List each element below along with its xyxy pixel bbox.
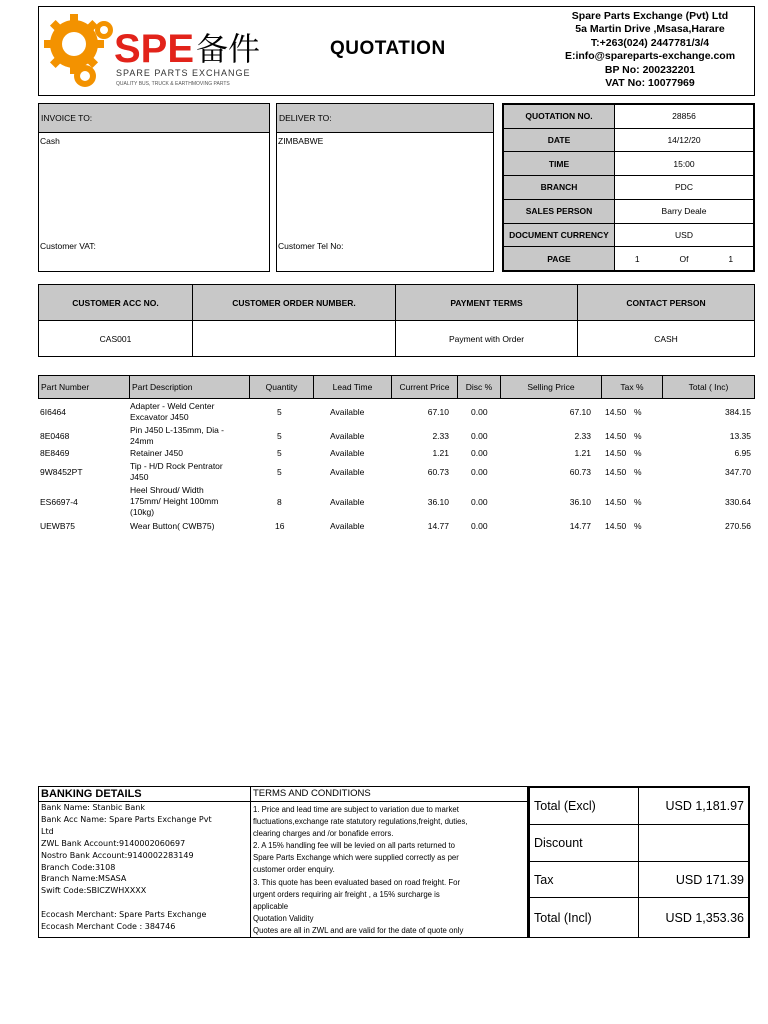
current-price: 2.33 — [432, 431, 449, 441]
lead-time: Available — [330, 521, 365, 531]
quotation-no-label: QUOTATION NO. — [504, 105, 615, 129]
col-header: CONTACT PERSON — [578, 285, 755, 321]
discount: 0.00 — [471, 431, 488, 441]
table-row — [504, 223, 754, 247]
lead-time: Available — [330, 448, 365, 458]
discount: 0.00 — [471, 467, 488, 477]
current-price: 1.21 — [432, 448, 449, 458]
tax-percent: % — [634, 467, 642, 477]
terms-line: applicable — [253, 901, 289, 911]
company-line: 5a Martin Drive ,Msasa,Harare — [575, 23, 725, 36]
tax-percent: % — [634, 448, 642, 458]
line-total: 384.15 — [725, 407, 751, 417]
banking-line: Ltd — [41, 826, 54, 836]
part-description — [130, 521, 214, 532]
terms-line: 2. A 15% handling fee will be levied on all parts returned to — [253, 841, 455, 851]
desc-line: Excavator J450 — [130, 412, 189, 422]
col-header: CUSTOMER ORDER NUMBER. — [193, 285, 396, 321]
tax-percent: % — [634, 521, 642, 531]
logo-tagline: SPARE PARTS EXCHANGE — [116, 68, 251, 78]
desc-line: Adapter - Weld Center — [130, 401, 215, 411]
currency-label: DOCUMENT CURRENCY — [504, 223, 615, 247]
col-header: Tax % — [602, 376, 663, 399]
table-row — [38, 425, 755, 449]
customer-order-value — [193, 321, 396, 357]
discount: 0.00 — [471, 407, 488, 417]
selling-price: 36.10 — [569, 497, 591, 507]
current-price: 67.10 — [427, 407, 449, 417]
time-value: 15:00 — [615, 152, 754, 176]
selling-price: 2.33 — [574, 431, 591, 441]
part-number: ES6697-4 — [40, 497, 78, 507]
col-header: Part Number — [39, 376, 130, 399]
table-row — [504, 128, 754, 152]
branch-value: PDC — [615, 176, 754, 200]
company-address — [550, 10, 750, 90]
col-header: Selling Price — [501, 376, 602, 399]
terms-line: Quotes are all in ZWL and are valid for the date of quote only — [253, 925, 464, 935]
col-header: Disc % — [458, 376, 501, 399]
table-row — [530, 898, 749, 938]
banking-line: ZWL Bank Account:9140002060697 — [41, 838, 186, 848]
desc-line: Pin J450 L-135mm, Dia - — [130, 425, 225, 435]
part-description — [130, 401, 214, 423]
table-row — [504, 199, 754, 223]
line-total: 13.35 — [729, 431, 751, 441]
company-line: T:+263(024) 2447781/3/4 — [590, 36, 710, 49]
part-description — [130, 425, 224, 447]
col-header: Current Price — [392, 376, 458, 399]
company-line: E:info@spareparts-exchange.com — [564, 50, 736, 63]
col-header: Lead Time — [314, 376, 392, 399]
tax-percent: % — [634, 407, 642, 417]
selling-price: 67.10 — [569, 407, 591, 417]
quantity: 5 — [277, 407, 282, 417]
desc-line: J450 — [130, 472, 149, 482]
discount: 0.00 — [471, 448, 488, 458]
date-label: DATE — [504, 128, 615, 152]
banking-line: Branch Code:3108 — [41, 862, 116, 872]
table-row — [38, 461, 755, 485]
customer-vat-label: Customer VAT: — [40, 241, 96, 251]
terms-line: Spare Parts Exchange which were supplied correctly as per — [253, 853, 459, 863]
table-row — [504, 247, 754, 271]
quantity: 5 — [277, 467, 282, 477]
part-number: 8E0468 — [40, 431, 70, 441]
discount: 0.00 — [471, 497, 488, 507]
tax-percent: % — [634, 431, 642, 441]
invoice-to-name: Cash — [40, 136, 60, 146]
selling-price: 14.77 — [569, 521, 591, 531]
page-current: 1 — [634, 253, 640, 264]
col-header: CUSTOMER ACC NO. — [39, 285, 193, 321]
lead-time: Available — [330, 407, 365, 417]
lead-time: Available — [330, 497, 365, 507]
quantity: 8 — [277, 497, 282, 507]
company-logo — [40, 8, 272, 92]
contact-person-value: CASH — [578, 321, 755, 357]
discount-label: Discount — [530, 825, 639, 862]
selling-price: 60.73 — [569, 467, 591, 477]
terms-line: customer order enquiry. — [253, 865, 335, 875]
gear-logo-icon — [40, 8, 272, 92]
banking-line: Ecocash Merchant Code : 384746 — [41, 922, 176, 932]
table-row — [38, 401, 755, 425]
table-row — [38, 485, 755, 520]
quantity: 5 — [277, 448, 282, 458]
terms-heading: TERMS AND CONDITIONS — [251, 787, 527, 802]
desc-line: 175mm/ Height 100mm — [130, 496, 219, 506]
banking-line — [41, 897, 250, 909]
table-row — [39, 321, 755, 357]
current-price: 60.73 — [427, 467, 449, 477]
banking-line: Ecocash Merchant: Spare Parts Exchange — [41, 910, 207, 920]
desc-line: Retainer J450 — [130, 448, 183, 458]
part-description — [130, 461, 223, 483]
lead-time: Available — [330, 431, 365, 441]
company-line: Spare Parts Exchange (Pvt) Ltd — [571, 10, 729, 22]
part-description — [130, 448, 183, 459]
banking-details — [38, 786, 251, 938]
banking-line: Bank Acc Name: Spare Parts Exchange Pvt — [41, 814, 212, 824]
line-total: 270.56 — [725, 521, 751, 531]
page-value — [615, 247, 754, 271]
table-row — [530, 825, 749, 862]
customer-acc-value: CAS001 — [39, 321, 193, 357]
terms-and-conditions — [250, 786, 528, 938]
banking-line: Swift Code:SBICZWHXXXX — [41, 886, 147, 896]
logo-subtagline: QUALITY BUS, TRUCK & EARTHMOVING PARTS — [116, 81, 230, 87]
desc-line: Wear Button( CWB75) — [130, 521, 215, 531]
deliver-to-heading: DELIVER TO: — [277, 104, 493, 133]
col-header: PAYMENT TERMS — [396, 285, 578, 321]
tax-rate: 14.50 — [605, 497, 627, 507]
quotation-no-value: 28856 — [615, 105, 754, 129]
banking-line: Bank Name: Stanbic Bank — [41, 803, 145, 812]
date-value: 14/12/20 — [615, 128, 754, 152]
company-line: VAT No: 10077969 — [605, 77, 695, 90]
total-excl-value: USD 1,181.97 — [639, 788, 749, 825]
page-of-label: Of — [679, 253, 689, 264]
tax-label: Tax — [530, 862, 639, 898]
part-number: 6I6464 — [40, 407, 66, 417]
terms-line: fluctuations,exchange rate statutory regulations,freight, duties, — [253, 817, 468, 827]
page-label: PAGE — [504, 247, 615, 271]
tax-percent: % — [634, 497, 642, 507]
col-header: Total ( Inc) — [663, 376, 755, 399]
tax-rate: 14.50 — [605, 521, 627, 531]
desc-line: (10kg) — [130, 507, 155, 517]
page-total: 1 — [728, 253, 734, 264]
banking-line: Nostro Bank Account:9140002283149 — [41, 850, 194, 860]
quantity: 5 — [277, 431, 282, 441]
totals-table — [528, 786, 750, 938]
customer-tel-label: Customer Tel No: — [278, 241, 344, 251]
logo-text: SPE — [114, 27, 195, 71]
tax-rate: 14.50 — [605, 448, 627, 458]
table-header-row — [39, 285, 755, 321]
currency-value: USD — [615, 223, 754, 247]
account-table — [38, 284, 755, 357]
deliver-to-box — [276, 103, 494, 272]
desc-line: 24mm — [130, 436, 154, 446]
total-incl-label: Total (Incl) — [530, 898, 639, 938]
branch-label: BRANCH — [504, 176, 615, 200]
part-number: 8E8469 — [40, 448, 70, 458]
desc-line: Heel Shroud/ Width — [130, 485, 204, 495]
desc-line: Tip - H/D Rock Pentrator — [130, 461, 223, 471]
line-total: 347.70 — [725, 467, 751, 477]
page-title: QUOTATION — [330, 38, 446, 59]
total-incl-value: USD 1,353.36 — [639, 898, 749, 938]
terms-line: clearing charges and /or bonafide errors. — [253, 829, 394, 839]
discount: 0.00 — [471, 521, 488, 531]
tax-rate: 14.50 — [605, 467, 627, 477]
line-total: 6.95 — [734, 448, 751, 458]
table-row — [530, 862, 749, 898]
terms-line: urgent orders requiring air freight , a 15% surcharge is — [253, 889, 440, 899]
terms-line: 1. Price and lead time are subject to variation due to market — [253, 805, 459, 814]
discount-value — [639, 825, 749, 862]
sales-person-value: Barry Deale — [615, 199, 754, 223]
table-header-row — [39, 376, 755, 399]
terms-line: Quotation Validity — [253, 913, 314, 923]
current-price: 36.10 — [427, 497, 449, 507]
col-header: Quantity — [250, 376, 314, 399]
parts-table-header — [38, 375, 755, 399]
lead-time: Available — [330, 467, 365, 477]
table-row — [504, 105, 754, 129]
table-row — [504, 176, 754, 200]
table-row — [504, 152, 754, 176]
part-number: UEWB75 — [40, 521, 75, 531]
line-total: 330.64 — [725, 497, 751, 507]
table-row — [530, 788, 749, 825]
quotation-info-table — [502, 103, 755, 272]
tax-value: USD 171.39 — [639, 862, 749, 898]
quantity: 16 — [275, 521, 285, 531]
part-description — [130, 485, 218, 518]
terms-line: 3. This quote has been evaluated based on road freight. For — [253, 877, 461, 887]
total-excl-label: Total (Excl) — [530, 788, 639, 825]
payment-terms-value: Payment with Order — [396, 321, 578, 357]
part-number: 9W8452PT — [40, 467, 83, 477]
table-row — [38, 521, 755, 533]
logo-cjk: 备件 — [196, 30, 261, 68]
tax-rate: 14.50 — [605, 431, 627, 441]
table-row — [38, 448, 755, 460]
invoice-to-heading: INVOICE TO: — [39, 104, 269, 133]
deliver-to-name: ZIMBABWE — [278, 136, 324, 146]
tax-rate: 14.50 — [605, 407, 627, 417]
col-header: Part Description — [130, 376, 250, 399]
current-price: 14.77 — [427, 521, 449, 531]
banking-line: Branch Name:MSASA — [41, 874, 127, 884]
banking-heading: BANKING DETAILS — [39, 787, 250, 802]
selling-price: 1.21 — [574, 448, 591, 458]
invoice-to-box — [38, 103, 270, 272]
time-label: TIME — [504, 152, 615, 176]
company-line: BP No: 200232201 — [604, 63, 696, 76]
sales-person-label: SALES PERSON — [504, 199, 615, 223]
